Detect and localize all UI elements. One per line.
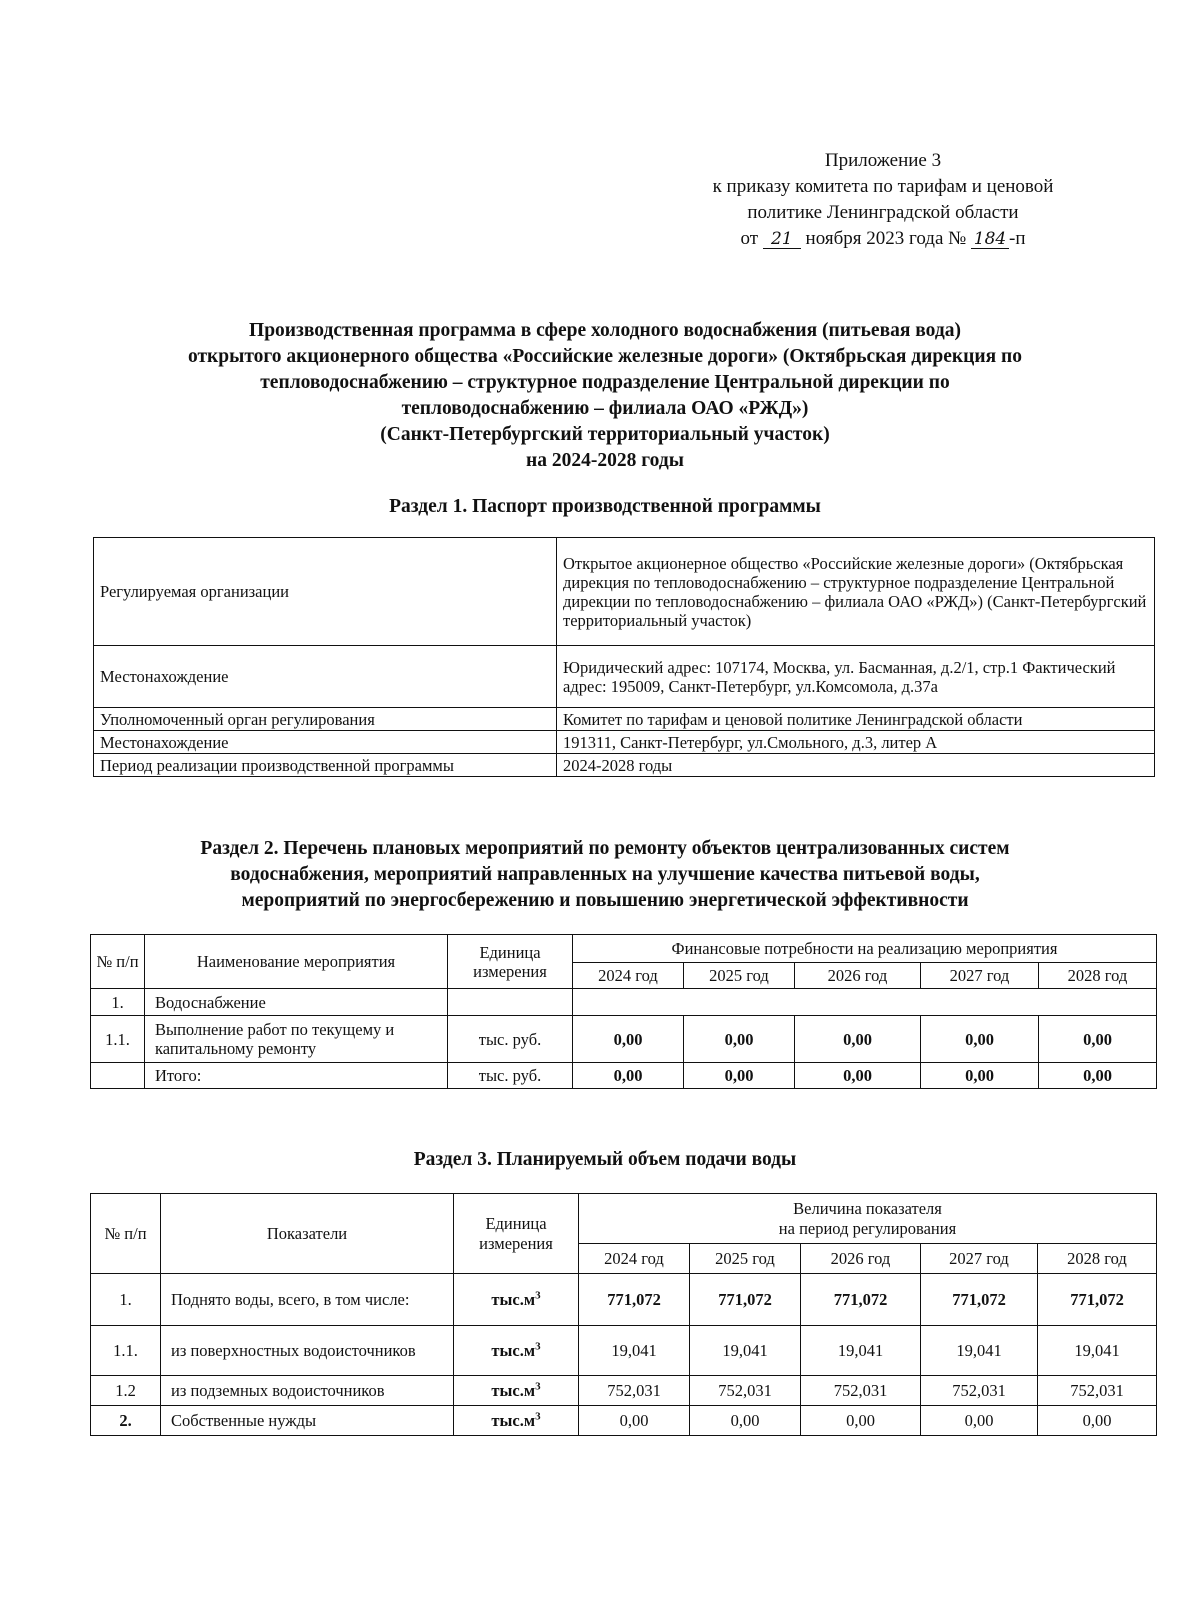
- unit-sup: 3: [535, 1380, 541, 1392]
- appendix-line-1: Приложение 3: [824, 150, 942, 171]
- passport-row: [94, 646, 1155, 708]
- passport-table: [93, 537, 1155, 777]
- cell-value: 0,00: [921, 1063, 1039, 1089]
- number-suffix: -п: [1009, 228, 1026, 249]
- cell-value: 0,00: [795, 1063, 921, 1089]
- passport-label: Местонахождение: [94, 731, 557, 754]
- title-line-3: тепловодоснабжению – структурное подразделение Центральной дирекции по: [260, 372, 950, 393]
- table-header-row: [91, 1194, 1157, 1244]
- cell-num: 2.: [91, 1406, 161, 1436]
- cell-name: из подземных водоисточников: [161, 1376, 454, 1406]
- unit-base: тыс.м: [491, 1380, 536, 1400]
- col-header-year: 2026 год: [801, 1244, 921, 1274]
- cell-value: 752,031: [690, 1376, 801, 1406]
- table-row: [91, 1016, 1157, 1063]
- cell-unit: тыс. руб.: [448, 1063, 573, 1089]
- cell-value: 0,00: [921, 1406, 1038, 1436]
- table-header-row: [91, 935, 1157, 963]
- cell-num: 1.2: [91, 1376, 161, 1406]
- col-header-year: 2027 год: [921, 963, 1039, 989]
- cell-value: 19,041: [801, 1326, 921, 1376]
- cell-value: 0,00: [1038, 1406, 1157, 1436]
- cell-value: 0,00: [690, 1406, 801, 1436]
- title-line-4: тепловодоснабжению – филиала ОАО «РЖД»): [401, 398, 809, 419]
- cell-value: 0,00: [573, 1016, 684, 1063]
- section2-heading-line-3: мероприятий по энергосбережению и повышению энергетической эффективности: [241, 890, 969, 911]
- cell-value: 19,041: [921, 1326, 1038, 1376]
- cell-value: 0,00: [921, 1016, 1039, 1063]
- passport-value: Открытое акционерное общество «Российские железные дороги» (Октябрьская дирекция по тепловодоснабжению – структурное подразделение Центральной дирекции по тепловодоснабжению – филиала ОАО «РЖД») (Санкт-Петербургский территориальный участок): [557, 538, 1155, 646]
- cell-num: 1.1.: [91, 1016, 145, 1063]
- table-row: [91, 1326, 1157, 1376]
- cell-value: 752,031: [579, 1376, 690, 1406]
- cell-unit: [454, 1274, 579, 1326]
- section2-heading-line-1: Раздел 2. Перечень плановых мероприятий по ремонту объектов централизованных систем: [200, 838, 1010, 859]
- cell-name: Собственные нужды: [161, 1406, 454, 1436]
- section3-heading: Раздел 3. Планируемый объем подачи воды: [413, 1149, 797, 1170]
- cell-num: 1.1.: [91, 1326, 161, 1376]
- cell-name: Поднято воды, всего, в том числе:: [161, 1274, 454, 1326]
- col-header-year: 2028 год: [1039, 963, 1157, 989]
- col-header-name: Наименование мероприятия: [145, 935, 448, 989]
- col-header-group-line-1: Величина показателя: [793, 1198, 942, 1218]
- col-header-num: № п/п: [91, 935, 145, 989]
- measures-table: [90, 934, 1157, 1089]
- unit-sup: 3: [535, 1410, 541, 1422]
- cell-num: 1.: [91, 1274, 161, 1326]
- cell-value: 0,00: [1039, 1063, 1157, 1089]
- cell-value: 19,041: [1038, 1326, 1157, 1376]
- passport-value: Комитет по тарифам и ценовой политике Ленинградской области: [557, 708, 1155, 731]
- date-middle: ноября 2023 года №: [805, 228, 967, 249]
- cell-value: 0,00: [684, 1063, 795, 1089]
- cell-name: Итого:: [145, 1063, 448, 1089]
- table-row: [91, 1376, 1157, 1406]
- cell-value: 0,00: [795, 1016, 921, 1063]
- col-header-group: [579, 1194, 1157, 1244]
- cell-name: из поверхностных водоисточников: [161, 1326, 454, 1376]
- col-header-unit: Единица измерения: [448, 935, 573, 989]
- col-header-group-line-2: на период регулирования: [778, 1218, 957, 1238]
- cell-num: [91, 1063, 145, 1089]
- cell-value: 0,00: [579, 1406, 690, 1436]
- title-line-5: (Санкт-Петербургский территориальный участок): [380, 424, 830, 445]
- col-header-group: Финансовые потребности на реализацию мероприятия: [573, 935, 1157, 963]
- cell-name: Водоснабжение: [145, 989, 448, 1016]
- cell-value: 752,031: [1038, 1376, 1157, 1406]
- unit-base: тыс.м: [491, 1410, 536, 1430]
- table-row: [91, 989, 1157, 1016]
- title-line-2: открытого акционерного общества «Российские железные дороги» (Октябрьская дирекция по: [187, 346, 1022, 367]
- passport-row: [94, 538, 1155, 646]
- unit-base: тыс.м: [491, 1289, 536, 1309]
- cell-value: 752,031: [801, 1376, 921, 1406]
- passport-label: Регулируемая организации: [94, 538, 557, 646]
- passport-value: 191311, Санкт-Петербург, ул.Смольного, д.3, литер А: [557, 731, 1155, 754]
- document-title: [80, 318, 1130, 474]
- cell-value: 0,00: [684, 1016, 795, 1063]
- passport-row: [94, 754, 1155, 777]
- passport-label: Уполномоченный орган регулирования: [94, 708, 557, 731]
- table-row: [91, 1406, 1157, 1436]
- cell-value: 771,072: [1038, 1274, 1157, 1326]
- table-row: [91, 1274, 1157, 1326]
- passport-value: 2024-2028 годы: [557, 754, 1155, 777]
- cell-value: 771,072: [921, 1274, 1038, 1326]
- unit-sup: 3: [535, 1340, 541, 1352]
- appendix-date-line: [668, 226, 1098, 252]
- cell-value: 0,00: [1039, 1016, 1157, 1063]
- col-header-year: 2027 год: [921, 1244, 1038, 1274]
- handwritten-day: 21: [763, 230, 801, 249]
- appendix-line-3: политике Ленинградской области: [747, 202, 1019, 223]
- cell-value: 771,072: [690, 1274, 801, 1326]
- passport-label: Местонахождение: [94, 646, 557, 708]
- col-header-year: 2025 год: [684, 963, 795, 989]
- col-header-year: 2025 год: [690, 1244, 801, 1274]
- cell-value: 752,031: [921, 1376, 1038, 1406]
- col-header-year: 2026 год: [795, 963, 921, 989]
- col-header-year: 2024 год: [579, 1244, 690, 1274]
- passport-row: [94, 731, 1155, 754]
- cell-value: 771,072: [801, 1274, 921, 1326]
- cell-value: 0,00: [573, 1063, 684, 1089]
- col-header-year: 2028 год: [1038, 1244, 1157, 1274]
- passport-label: Период реализации производственной программы: [94, 754, 557, 777]
- cell-unit: [454, 1326, 579, 1376]
- water-volume-table: [90, 1193, 1157, 1436]
- col-header-unit: Единица измерения: [454, 1194, 579, 1274]
- cell-unit: [454, 1376, 579, 1406]
- col-header-name: Показатели: [161, 1194, 454, 1274]
- table-row-total: [91, 1063, 1157, 1089]
- handwritten-order-number: 184: [971, 230, 1009, 249]
- appendix-header: [668, 148, 1098, 252]
- section2-heading-line-2: водоснабжения, мероприятий направленных на улучшение качества питьевой воды,: [230, 864, 980, 885]
- section1-heading: Раздел 1. Паспорт производственной программы: [389, 496, 821, 517]
- cell-name: Выполнение работ по текущему и капитальному ремонту: [145, 1016, 448, 1063]
- unit-base: тыс.м: [491, 1340, 536, 1360]
- col-header-year: 2024 год: [573, 963, 684, 989]
- cell-unit: тыс. руб.: [448, 1016, 573, 1063]
- passport-value: Юридический адрес: 107174, Москва, ул. Басманная, д.2/1, стр.1 Фактический адрес: 195009, Санкт-Петербург, ул.Комсомола, д.37а: [557, 646, 1155, 708]
- cell-value: 0,00: [801, 1406, 921, 1436]
- cell-unit: [448, 989, 573, 1016]
- title-line-6: на 2024-2028 годы: [526, 450, 684, 471]
- cell-value: 771,072: [579, 1274, 690, 1326]
- cell-num: 1.: [91, 989, 145, 1016]
- section2-heading: [80, 836, 1130, 914]
- appendix-line-2: к приказу комитета по тарифам и ценовой: [712, 176, 1054, 197]
- title-line-1: Производственная программа в сфере холодного водоснабжения (питьевая вода): [249, 320, 961, 341]
- cell-value: 19,041: [579, 1326, 690, 1376]
- date-prefix: от: [740, 228, 759, 249]
- cell-unit: [454, 1406, 579, 1436]
- col-header-num: № п/п: [91, 1194, 161, 1274]
- cell-empty: [573, 989, 1157, 1016]
- passport-row: [94, 708, 1155, 731]
- cell-value: 19,041: [690, 1326, 801, 1376]
- unit-sup: 3: [535, 1289, 541, 1301]
